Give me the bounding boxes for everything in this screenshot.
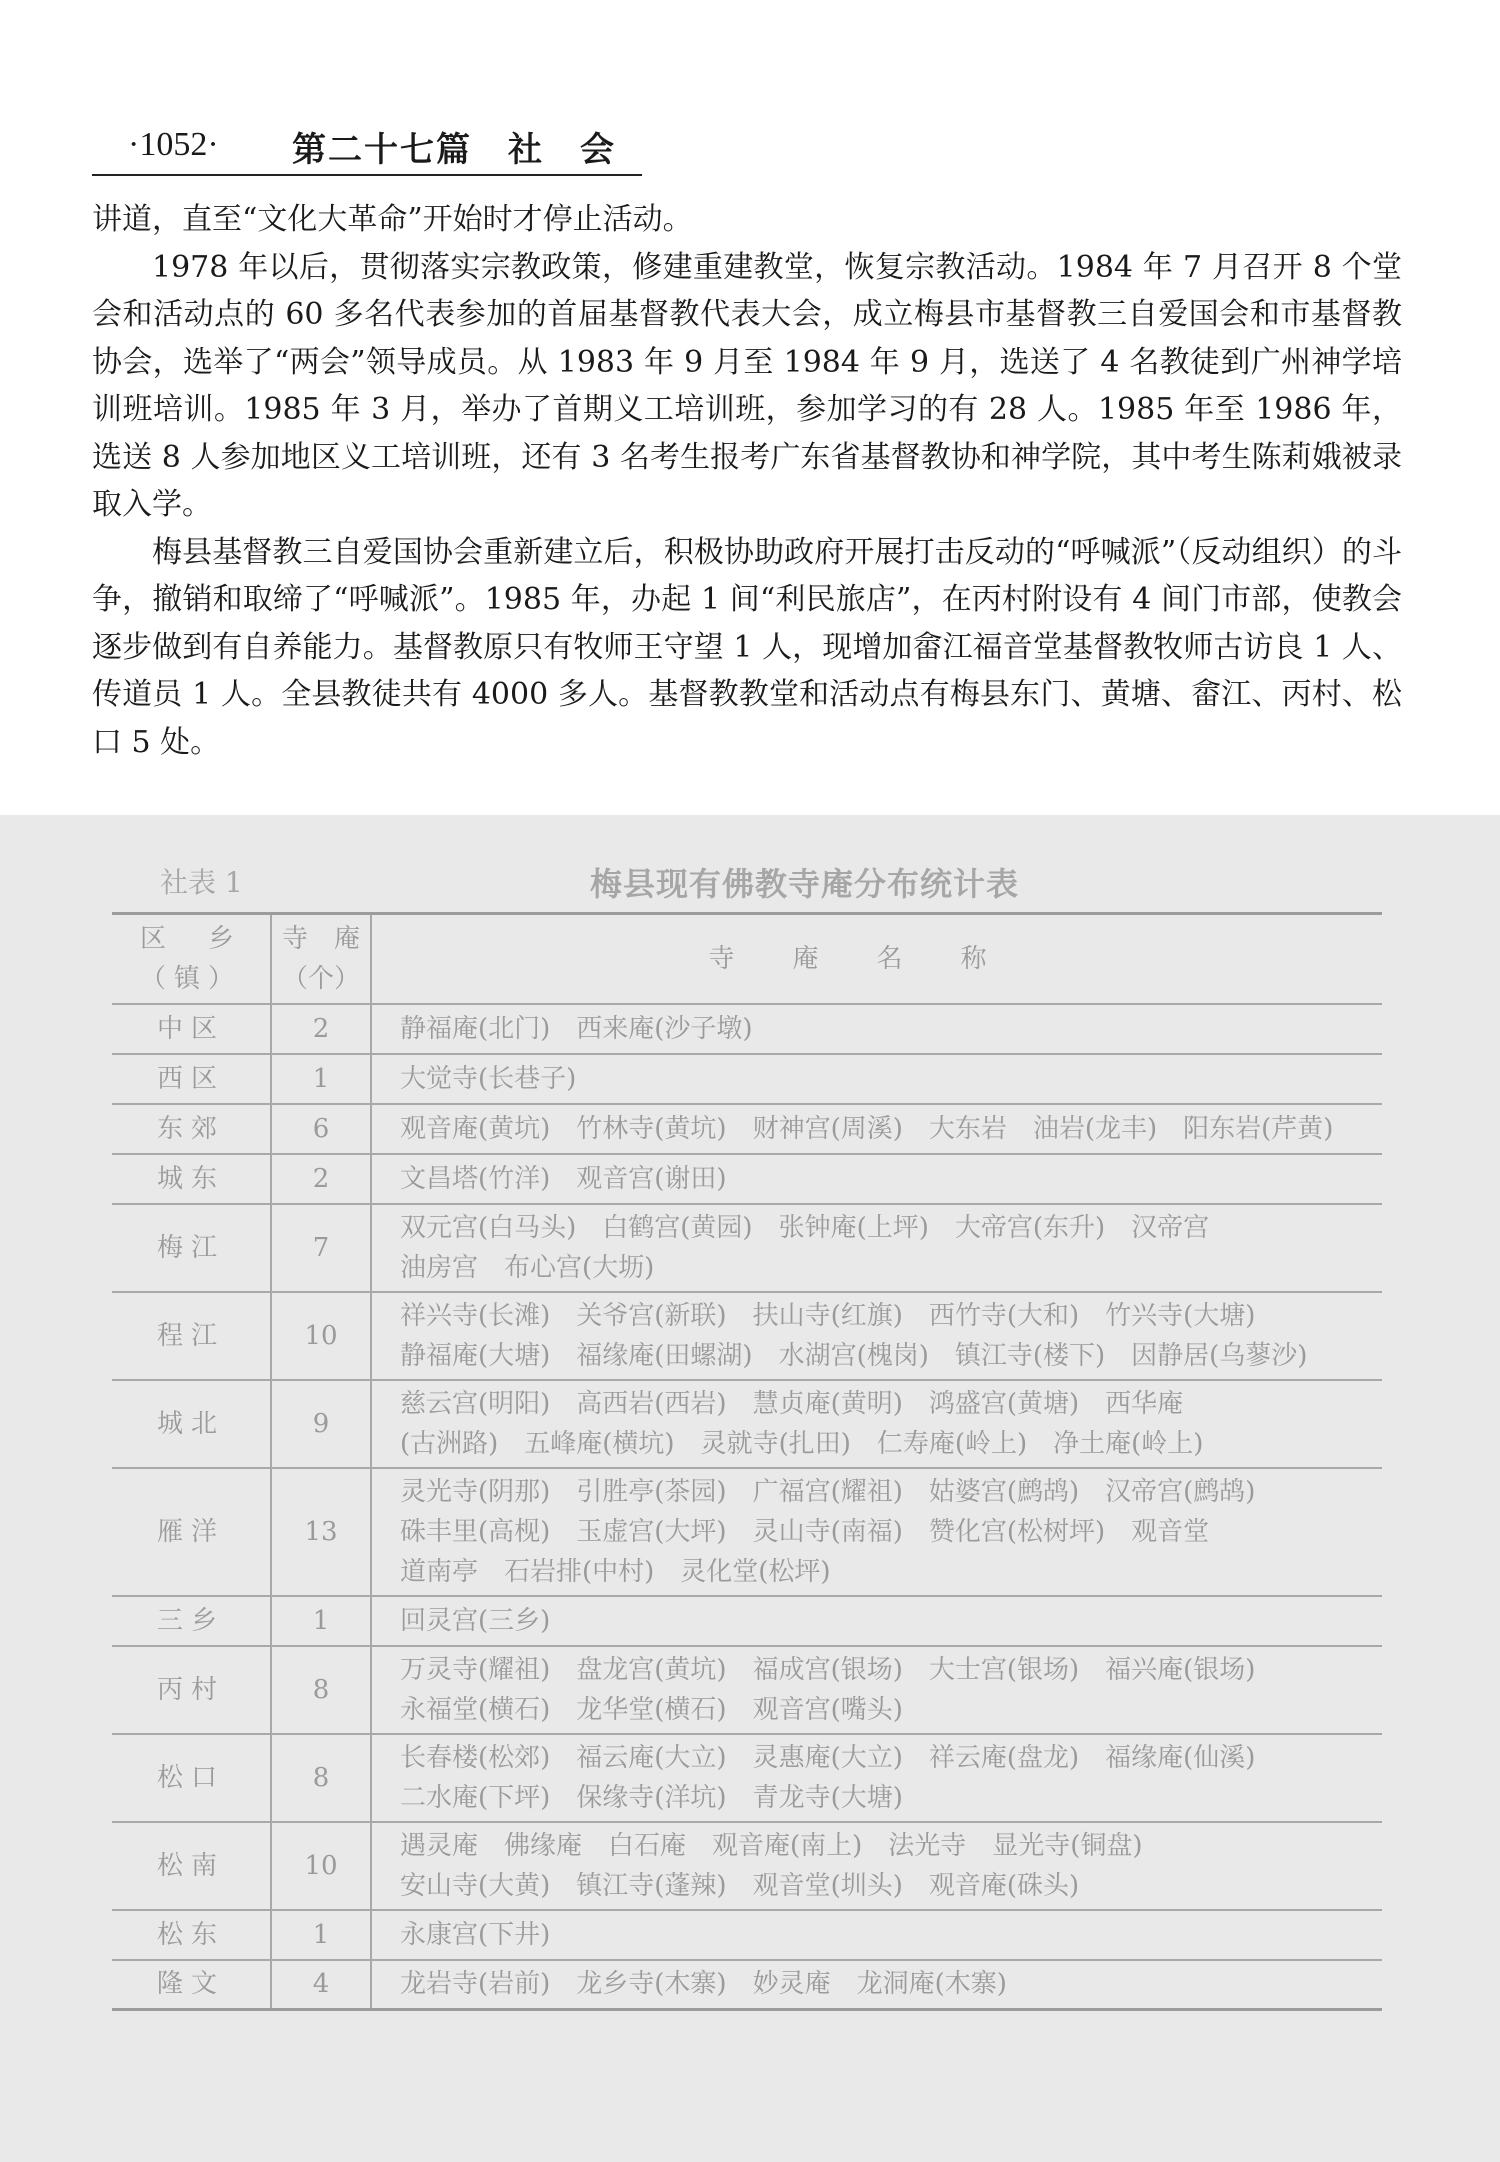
table-body xyxy=(112,1004,1382,2010)
temple-names-cell xyxy=(371,1822,1382,1910)
temple-names-cell xyxy=(371,1596,1382,1646)
table-row xyxy=(112,1380,1382,1468)
table-header-row xyxy=(112,914,1382,1004)
count-cell: 8 xyxy=(271,1646,371,1734)
header-district-line1: 区 乡 xyxy=(139,923,242,954)
chapter-title: 第二十七篇 社 会 xyxy=(292,130,616,170)
temple-names-line: 回灵宫(三乡) xyxy=(400,1605,551,1636)
temple-names-cell xyxy=(371,1292,1382,1380)
temple-names-cell xyxy=(371,1204,1382,1292)
temple-stats-table xyxy=(112,912,1382,2011)
temple-names-line: 观音庵(黄坑) 竹林寺(黄坑) 财神宫(周溪) 大东岩 油岩(龙丰) 阳东岩(芹黄) xyxy=(400,1113,1334,1144)
temple-names-line: 文昌塔(竹洋) 观音宫(谢田) xyxy=(400,1163,727,1194)
header-district xyxy=(112,914,271,1004)
temple-names-line: 永康宫(下井) xyxy=(400,1919,551,1950)
temple-names-cell xyxy=(371,1646,1382,1734)
temple-names-cell xyxy=(371,1734,1382,1822)
table-row xyxy=(112,1596,1382,1646)
count-cell: 7 xyxy=(271,1204,371,1292)
district-cell: 丙村 xyxy=(112,1646,271,1734)
district-cell: 程江 xyxy=(112,1292,271,1380)
table-row xyxy=(112,1292,1382,1380)
table-row xyxy=(112,1646,1382,1734)
temple-names-cell xyxy=(371,1154,1382,1204)
header-names: 寺庵名称 xyxy=(371,914,1382,1004)
table-row xyxy=(112,1104,1382,1154)
district-cell: 梅江 xyxy=(112,1204,271,1292)
temple-names-cell xyxy=(371,1910,1382,1960)
paragraph: 讲道，直至“文化大革命”开始时才停止活动。 xyxy=(92,202,693,237)
table-row xyxy=(112,1054,1382,1104)
paragraph: 1978 年以后，贯彻落实宗教政策，修建重建教堂，恢复宗教活动。1984 年 7 月召开 8 个堂会和活动点的 60 多名代表参加的首届基督教代表大会，成立梅县市基督教三自爱国会和市基督教协会，选举了“两会”领导成员。从 1983 年 9 月至 1984 年 9 月，选送了 4 名教徒到广州神学培训班培训。1985 年 3 月，举办了首期义工培训班，参加学习的有 28 人。1985 年至 1986 年，选送 8 人参加地区义工培训班，还有 3 名考生报考广东省基督教协和神学院，其中考生陈莉娥被录取入学。 xyxy=(92,249,1402,522)
temple-names-cell xyxy=(371,1960,1382,2010)
header-count-line1: 寺 庵 xyxy=(281,923,360,954)
district-cell: 中区 xyxy=(112,1004,271,1054)
temple-names-cell xyxy=(371,1054,1382,1104)
header-rule xyxy=(92,174,642,176)
district-cell: 东郊 xyxy=(112,1104,271,1154)
count-cell: 1 xyxy=(271,1910,371,1960)
temple-names-line: 油房宫 布心宫(大坜) xyxy=(400,1252,655,1283)
district-cell: 城东 xyxy=(112,1154,271,1204)
table-row xyxy=(112,1960,1382,2010)
district-cell: 雁洋 xyxy=(112,1468,271,1596)
district-cell: 松南 xyxy=(112,1822,271,1910)
temple-names-line: 安山寺(大黄) 镇江寺(蓬辣) 观音堂(圳头) 观音庵(硃头) xyxy=(400,1870,1080,1901)
temple-names-line: 二水庵(下坪) 保缘寺(洋坑) 青龙寺(大塘) xyxy=(400,1782,903,1813)
header-district-line2: （镇） xyxy=(139,963,242,994)
district-cell: 隆文 xyxy=(112,1960,271,2010)
count-cell: 13 xyxy=(271,1468,371,1596)
temple-names-line: 大觉寺(长巷子) xyxy=(400,1063,577,1094)
table-row xyxy=(112,1822,1382,1910)
district-cell: 西区 xyxy=(112,1054,271,1104)
table-row xyxy=(112,1154,1382,1204)
count-cell: 9 xyxy=(271,1380,371,1468)
count-cell: 10 xyxy=(271,1822,371,1910)
temple-names-line: 遇灵庵 佛缘庵 白石庵 观音庵(南上) 法光寺 显光寺(铜盘) xyxy=(400,1830,1143,1861)
temple-names-line: 永福堂(横石) 龙华堂(横石) 观音宫(嘴头) xyxy=(400,1694,903,1725)
table-row xyxy=(112,1910,1382,1960)
count-cell: 10 xyxy=(271,1292,371,1380)
temple-names-line: 双元宫(白马头) 白鹤宫(黄园) 张钟庵(上坪) 大帝宫(东升) 汉帝宫 xyxy=(400,1212,1210,1243)
temple-names-cell xyxy=(371,1104,1382,1154)
district-cell: 三乡 xyxy=(112,1596,271,1646)
table-title: 梅县现有佛教寺庵分布统计表 xyxy=(590,865,1020,903)
temple-names-line: 道南亭 石岩排(中村) 灵化堂(松坪) xyxy=(400,1556,831,1587)
count-cell: 2 xyxy=(271,1004,371,1054)
count-cell: 1 xyxy=(271,1054,371,1104)
temple-names-cell xyxy=(371,1004,1382,1054)
table-row xyxy=(112,1468,1382,1596)
temple-names-cell xyxy=(371,1468,1382,1596)
table-row xyxy=(112,1004,1382,1054)
page-header xyxy=(92,118,642,178)
count-cell: 2 xyxy=(271,1154,371,1204)
body-text xyxy=(92,196,1402,766)
count-cell: 6 xyxy=(271,1104,371,1154)
temple-names-line: 祥兴寺(长滩) 关爷宫(新联) 扶山寺(红旗) 西竹寺(大和) 竹兴寺(大塘) xyxy=(400,1300,1256,1331)
temple-names-line: 万灵寺(耀祖) 盘龙宫(黄坑) 福成宫(银场) 大士宫(银场) 福兴庵(银场) xyxy=(400,1654,1256,1685)
temple-names-cell xyxy=(371,1380,1382,1468)
temple-names-line: 长春楼(松郊) 福云庵(大立) 灵惠庵(大立) 祥云庵(盘龙) 福缘庵(仙溪) xyxy=(400,1742,1256,1773)
count-cell: 1 xyxy=(271,1596,371,1646)
table-label: 社表 1 xyxy=(160,866,243,899)
temple-names-line: 灵光寺(阴那) 引胜亭(茶园) 广福宫(耀祖) 姑婆宫(鹧鸪) 汉帝宫(鹧鸪) xyxy=(400,1476,1256,1507)
temple-names-line: 慈云宫(明阳) 高西岩(西岩) 慧贞庵(黄明) 鸿盛宫(黄塘) 西华庵 xyxy=(400,1388,1184,1419)
count-cell: 4 xyxy=(271,1960,371,2010)
table-row xyxy=(112,1204,1382,1292)
count-cell: 8 xyxy=(271,1734,371,1822)
header-count xyxy=(271,914,371,1004)
table-row xyxy=(112,1734,1382,1822)
district-cell: 松东 xyxy=(112,1910,271,1960)
temple-names-line: 龙岩寺(岩前) 龙乡寺(木寨) 妙灵庵 龙洞庵(木寨) xyxy=(400,1969,1007,2000)
temple-names-line: (古洲路) 五峰庵(横坑) 灵就寺(扎田) 仁寿庵(岭上) 净土庵(岭上) xyxy=(400,1428,1204,1459)
page-number: ·1052· xyxy=(128,126,219,163)
table-region xyxy=(0,815,1500,2162)
district-cell: 城北 xyxy=(112,1380,271,1468)
header-count-line2: （个） xyxy=(281,963,360,994)
paragraph: 梅县基督教三自爱国协会重新建立后，积极协助政府开展打击反动的“呼喊派”（反动组织）的斗争，撤销和取缔了“呼喊派”。1985 年，办起 1 间“利民旅店”，在丙村附设有 4 间门市部，使教会逐步做到有自养能力。基督教原只有牧师王守望 1 人，现增加畲江福音堂基督教牧师古访良 1 人、传道员 1 人。全县教徒共有 4000 多人。基督教教堂和活动点有梅县东门、黄塘、畲江、丙村、松口 5 处。 xyxy=(92,534,1402,760)
temple-names-line: 静福庵(北门) 西来庵(沙子墩) xyxy=(400,1013,753,1044)
district-cell: 松口 xyxy=(112,1734,271,1822)
temple-names-line: 硃丰里(高枧) 玉虚宫(大坪) 灵山寺(南福) 赞化宫(松树坪) 观音堂 xyxy=(400,1516,1210,1547)
temple-names-line: 静福庵(大塘) 福缘庵(田螺湖) 水湖宫(槐岗) 镇江寺(楼下) 因静居(乌蓼沙) xyxy=(400,1340,1308,1371)
